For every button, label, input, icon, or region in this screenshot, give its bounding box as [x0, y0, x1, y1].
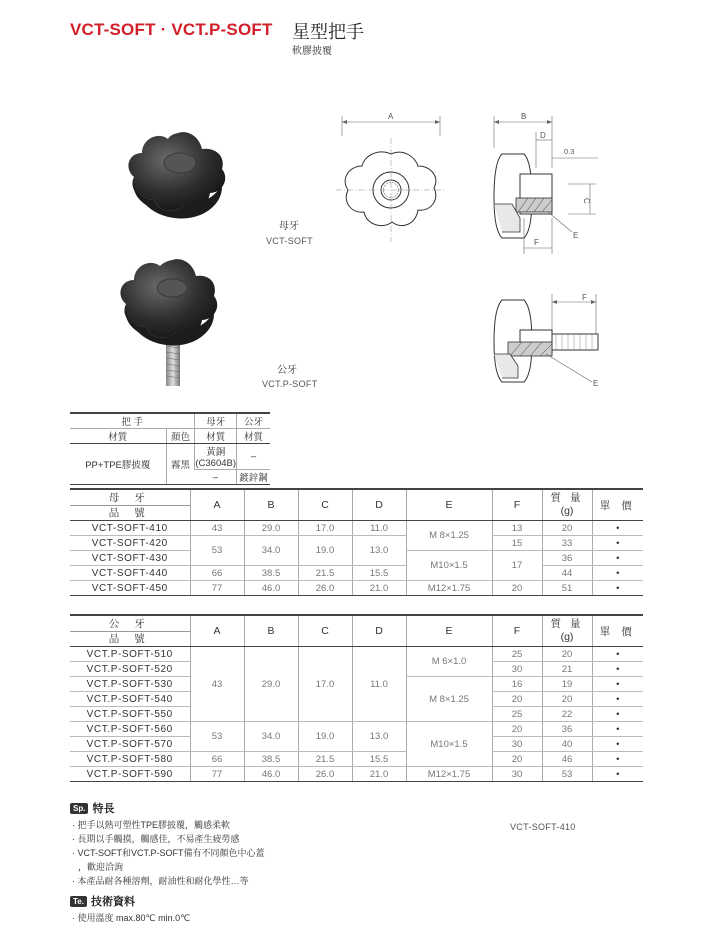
- table-row: VCT-SOFT-440 66 38.5 21.5 15.5 44 •: [70, 566, 643, 581]
- material-color-value: 霧黑: [166, 444, 195, 485]
- tech-badge: Te.: [70, 896, 87, 907]
- female-head-d: D: [352, 489, 406, 521]
- material-handle-value: PP+TPE膠披覆: [70, 444, 166, 485]
- dim-label-b: B: [521, 112, 527, 121]
- dim-label-f1: F: [534, 238, 539, 247]
- table-row: VCT.P-SOFT-540 20 20 •: [70, 692, 643, 707]
- male-spec-table: [70, 614, 643, 782]
- feature-line-2: · 長期以手觸摸，觸感佳，不易產生疲勞感: [72, 834, 240, 844]
- feature-line-4: ，歡迎洽詢: [78, 862, 124, 872]
- feature-line-1: · 把手以熱可塑性TPE膠披覆，觸感柔軟: [72, 820, 231, 830]
- table-row: VCT.P-SOFT-570 30 40 •: [70, 737, 643, 752]
- table-row: VCT.P-SOFT-530 M 8×1.25 16 19 •: [70, 677, 643, 692]
- material-head-handle: 把 手: [70, 413, 195, 429]
- title-series: VCT-SOFT · VCT.P-SOFT: [70, 20, 273, 39]
- male-label-cn: 公牙: [277, 365, 297, 376]
- male-head-e: E: [406, 615, 492, 647]
- feature-line-3: · VCT-SOFT和VCT.P-SOFT備有不同顏色中心蓋: [72, 848, 265, 858]
- female-head-f: F: [492, 489, 542, 521]
- female-head-code: 母 牙 品 號: [70, 489, 190, 521]
- subtitle-coating: 軟膠披覆: [292, 46, 332, 57]
- material-female-row1: 黃銅(C3604B): [195, 444, 237, 470]
- male-head-d: D: [352, 615, 406, 647]
- table-row: VCT.P-SOFT-550 25 22 •: [70, 707, 643, 722]
- material-head-female: 母牙: [195, 413, 237, 429]
- female-head-c: C: [298, 489, 352, 521]
- material-subhead-male-material: 材質: [237, 429, 270, 444]
- material-female-row2: –: [195, 470, 237, 485]
- feature-line-5: · 本產品耐各種溶劑，耐油性和耐化學性…等: [72, 876, 249, 886]
- male-label-code: VCT.P-SOFT: [262, 379, 318, 389]
- dim-label-d: D: [540, 131, 546, 140]
- title-product-name: 星型把手: [292, 22, 364, 42]
- table-row: VCT.P-SOFT-590 77 46.0 26.0 21.0 M12×1.75 30 53 •: [70, 767, 643, 782]
- material-subhead-material: 材質: [70, 429, 166, 444]
- material-subhead-female-material: 材質: [195, 429, 237, 444]
- dim-label-e1: E: [573, 231, 579, 240]
- male-head-a: A: [190, 615, 244, 647]
- dim-label-e2: E: [593, 379, 599, 388]
- material-subhead-color: 顏色: [166, 429, 195, 444]
- tech-title-text: 技術資料: [90, 896, 135, 908]
- table-row: VCT-SOFT-410 43 29.0 17.0 11.0 M 8×1.25 13 20 •: [70, 521, 643, 536]
- side-section-female-drawing: [480, 108, 610, 258]
- table-row: VCT.P-SOFT-580 66 38.5 21.5 15.5 20 46 •: [70, 752, 643, 767]
- male-head-c: C: [298, 615, 352, 647]
- female-head-e: E: [406, 489, 492, 521]
- table-row: VCT-SOFT-450 77 46.0 26.0 21.0 M12×1.75 20 51 •: [70, 581, 643, 596]
- male-knob-photo: [118, 256, 228, 391]
- female-label-code: VCT-SOFT: [266, 236, 313, 246]
- female-label-cn: 母牙: [279, 221, 299, 232]
- material-male-row1: –: [237, 444, 270, 470]
- features-title-text: 特長: [92, 803, 115, 815]
- features-title: [70, 800, 114, 816]
- female-head-b: B: [244, 489, 298, 521]
- material-male-row2: 鍍鋅鋼: [237, 470, 270, 485]
- table-row: VCT-SOFT-420 53 34.0 19.0 13.0 15 33 •: [70, 536, 643, 551]
- male-head-weight: 質 量 (g): [542, 615, 592, 647]
- female-knob-photo: [118, 125, 238, 225]
- female-head-a: A: [190, 489, 244, 521]
- male-head-f: F: [492, 615, 542, 647]
- dim-label-gap: 0.3: [564, 147, 575, 156]
- material-head-male: 公牙: [237, 413, 270, 429]
- tech-line-temperature: · 使用溫度 max.80℃ min.0℃: [72, 913, 191, 923]
- side-section-male-drawing: [480, 290, 610, 400]
- table-row: VCT-SOFT-430 M10×1.5 17 36 •: [70, 551, 643, 566]
- tech-title: [70, 893, 135, 909]
- table-row: VCT.P-SOFT-510 43 29.0 17.0 11.0 M 6×1.0 25 20 •: [70, 647, 643, 662]
- female-spec-table: [70, 488, 643, 596]
- male-head-price: 單 價: [592, 615, 643, 647]
- dim-label-f2: F: [582, 293, 587, 302]
- material-table: [70, 412, 270, 485]
- dim-label-c: C: [582, 198, 591, 204]
- example-code: VCT-SOFT-410: [510, 822, 576, 832]
- table-row: VCT.P-SOFT-560 53 34.0 19.0 13.0 M10×1.5 20 36 •: [70, 722, 643, 737]
- female-head-price: 單 價: [592, 489, 643, 521]
- table-row: VCT.P-SOFT-520 30 21 •: [70, 662, 643, 677]
- female-head-weight: 質 量 (g): [542, 489, 592, 521]
- dim-label-a: A: [388, 112, 394, 121]
- male-head-code: 公 牙 品 號: [70, 615, 190, 647]
- front-view-drawing: [330, 108, 460, 258]
- features-badge: Sp.: [70, 803, 88, 814]
- male-head-b: B: [244, 615, 298, 647]
